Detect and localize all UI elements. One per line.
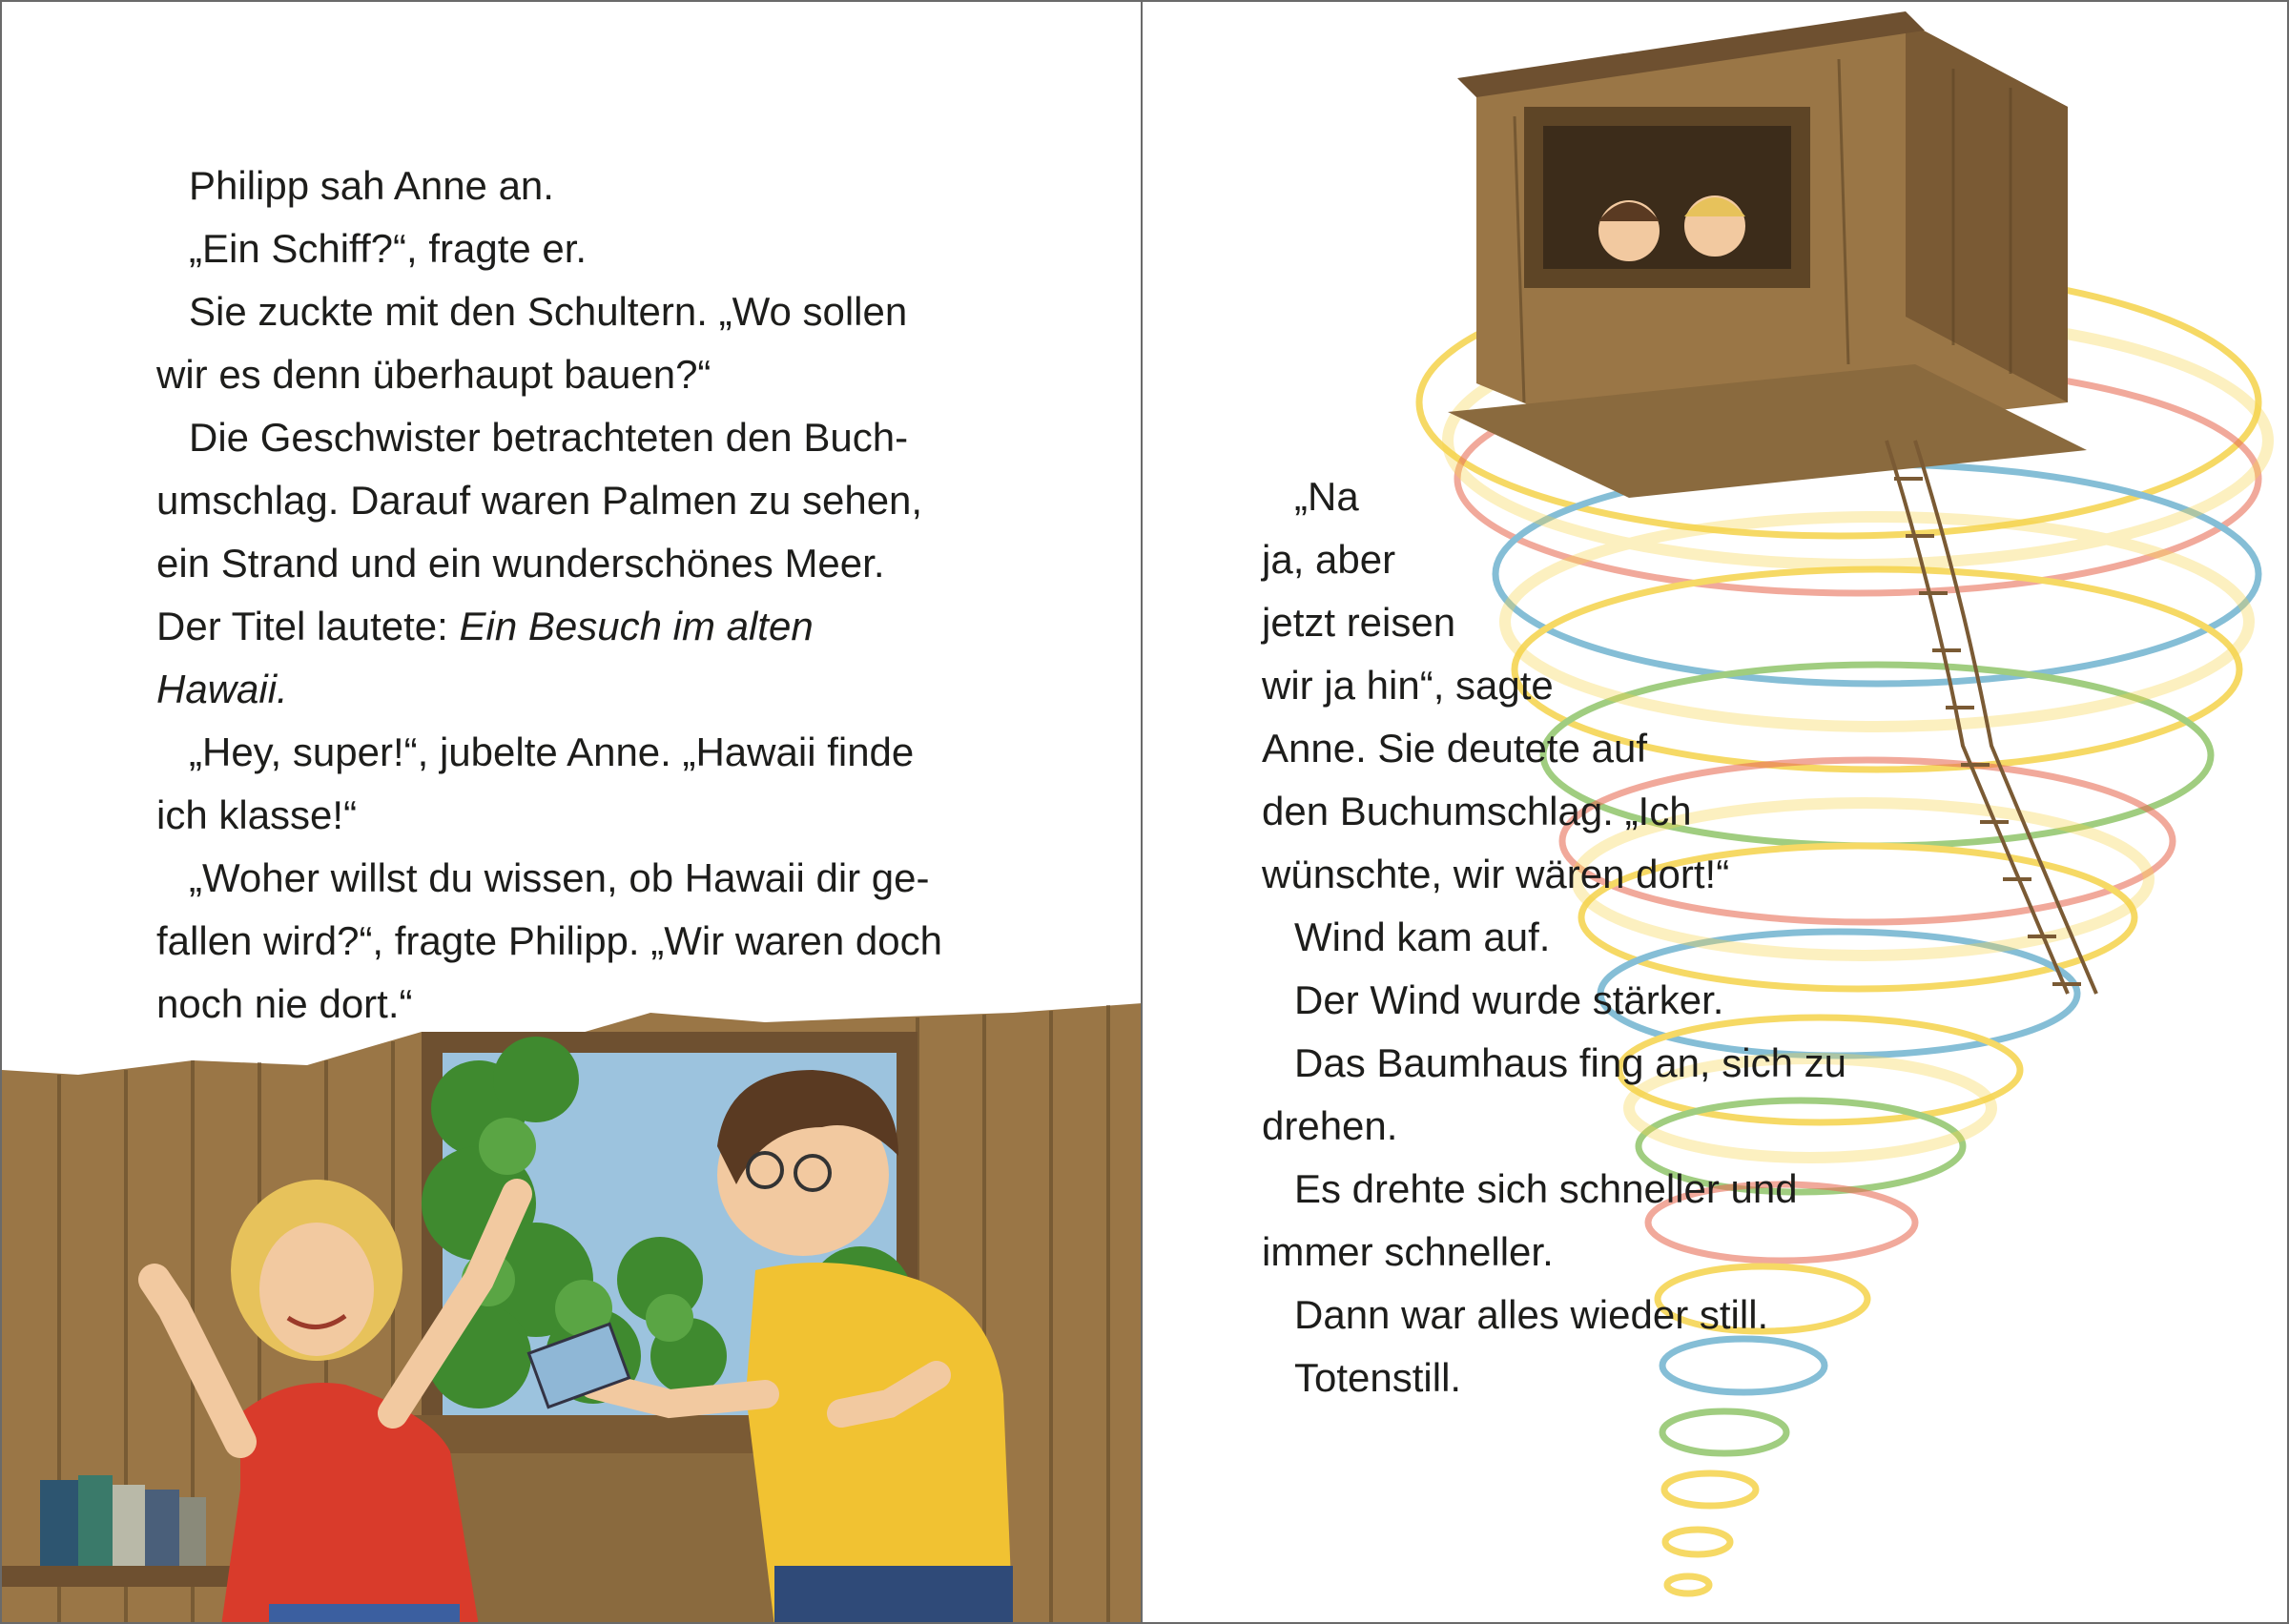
text-line: fallen wird?“, fragte Philipp. „Wir waren doch bbox=[156, 918, 943, 963]
text-line: immer schneller. bbox=[1262, 1229, 1554, 1274]
text-line: den Buchumschlag. „Ich bbox=[1262, 789, 1692, 833]
left-page-text bbox=[156, 154, 942, 1036]
text-line: Totenstill. bbox=[1294, 1355, 1462, 1400]
treehouse-figure bbox=[1448, 11, 2087, 498]
text-line: „Woher willst du wissen, ob Hawaii dir ge- bbox=[189, 855, 930, 900]
text-line: Wind kam auf. bbox=[1294, 915, 1551, 959]
text-line: Es drehte sich schneller und bbox=[1294, 1166, 1798, 1211]
text-line: Das Baumhaus fing an, sich zu bbox=[1294, 1040, 1846, 1085]
right-page-text bbox=[1262, 465, 1846, 1409]
text-line bbox=[156, 658, 942, 721]
right-page bbox=[1143, 0, 2289, 1624]
text-line: wir ja hin“, sagte bbox=[1262, 663, 1554, 708]
book-title-continued: Hawaii. bbox=[156, 667, 288, 711]
text-line: Sie zuckte mit den Schultern. „Wo sollen bbox=[189, 289, 908, 334]
text-line: Philipp sah Anne an. bbox=[189, 163, 554, 208]
text-line: Der Wind wurde stärker. bbox=[1294, 977, 1724, 1022]
text-line: jetzt reisen bbox=[1262, 600, 1456, 645]
text-line: Dann war alles wieder still. bbox=[1294, 1292, 1769, 1337]
text-line: Die Geschwister betrachteten den Buch- bbox=[189, 415, 909, 460]
text-line: wünschte, wir wären dort!“ bbox=[1262, 852, 1730, 896]
title-intro: Der Titel lautete: bbox=[156, 604, 460, 648]
text-line: ja, aber bbox=[1262, 537, 1396, 582]
text-line: umschlag. Darauf waren Palmen zu sehen, bbox=[156, 478, 923, 523]
left-page bbox=[0, 0, 1143, 1624]
children-in-treehouse-illustration bbox=[2, 994, 1143, 1624]
book-title: Ein Besuch im alten bbox=[459, 604, 814, 648]
text-line: drehen. bbox=[1262, 1103, 1398, 1148]
text-line: Anne. Sie deutete auf bbox=[1262, 726, 1647, 771]
text-line bbox=[156, 595, 942, 658]
text-line: „Na bbox=[1294, 474, 1359, 519]
text-line: „Ein Schiff?“, fragte er. bbox=[189, 226, 588, 271]
text-line: ich klasse!“ bbox=[156, 792, 358, 837]
text-line: noch nie dort.“ bbox=[156, 981, 413, 1026]
text-line: „Hey, super!“, jubelte Anne. „Hawaii finde bbox=[189, 730, 915, 774]
text-line: wir es denn überhaupt bauen?“ bbox=[156, 352, 711, 397]
text-line: ein Strand und ein wunderschönes Meer. bbox=[156, 541, 885, 586]
